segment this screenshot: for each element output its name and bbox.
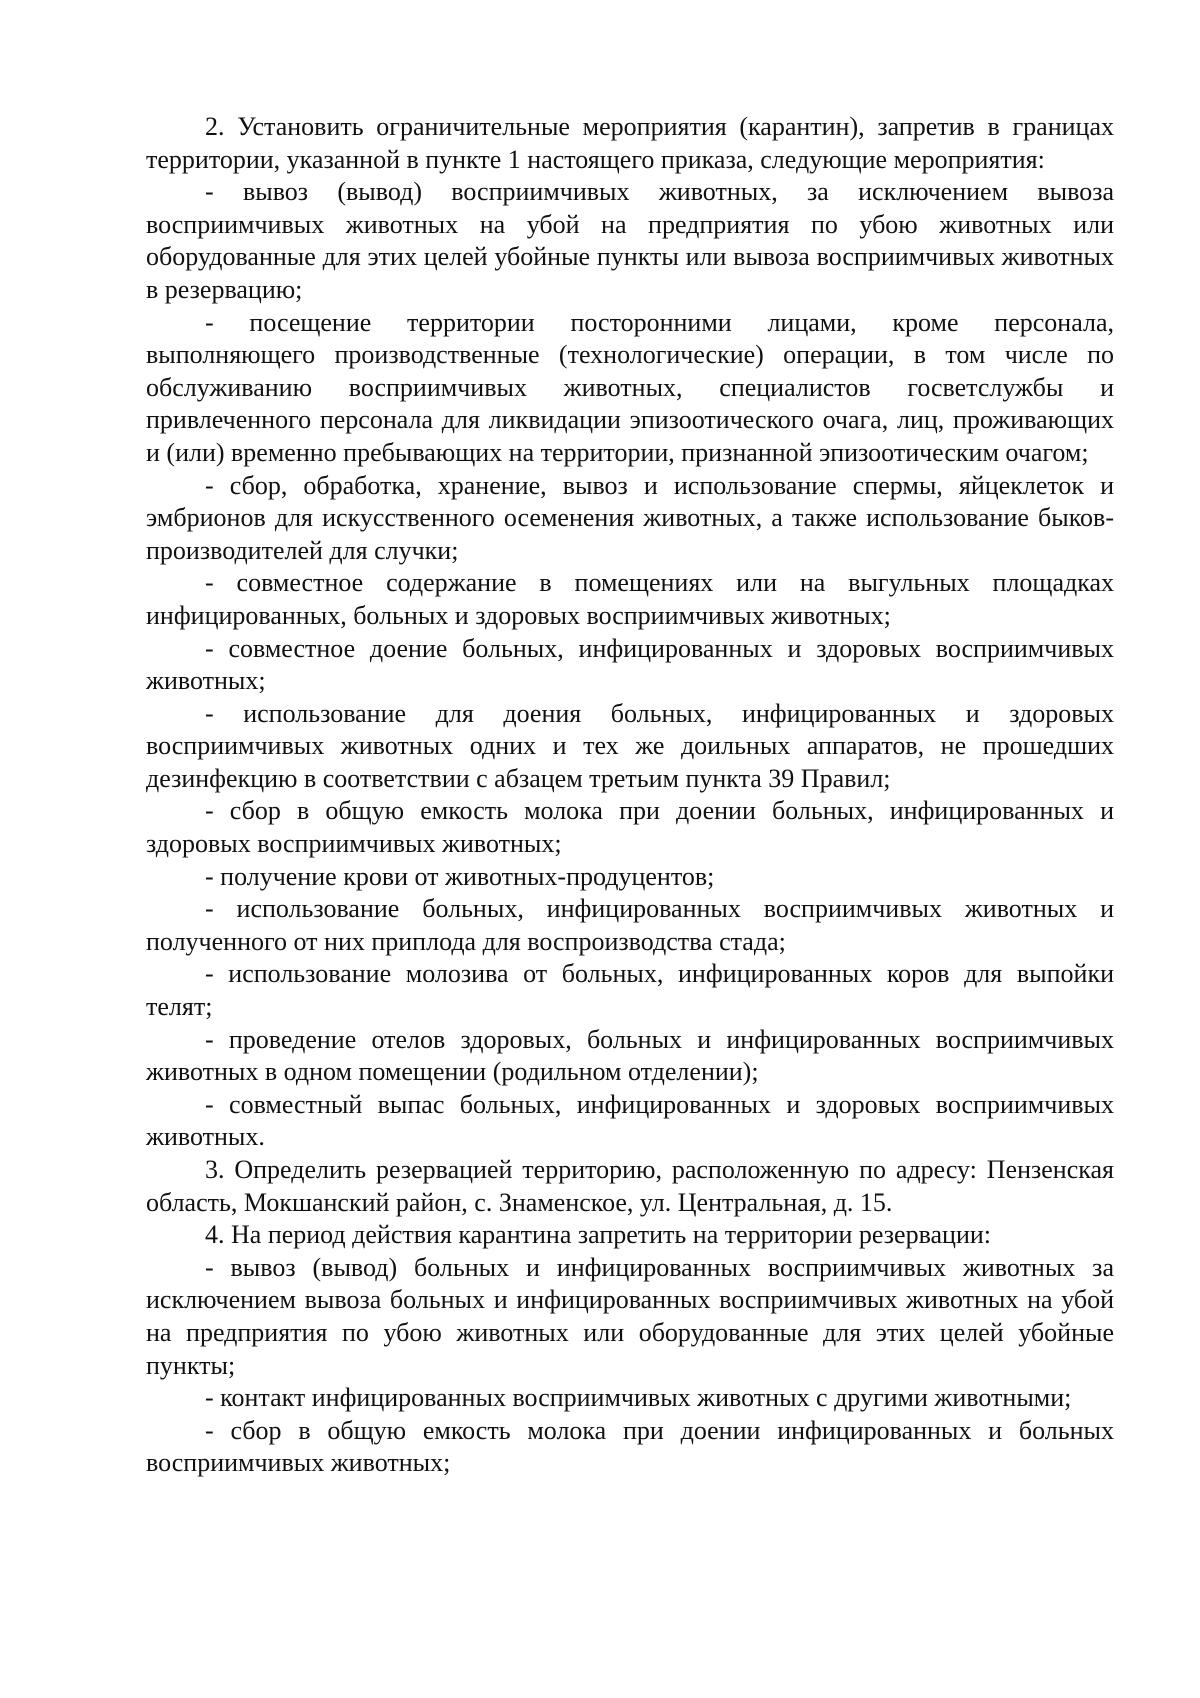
paragraph-calving: - проведение отелов здоровых, больных и инфицированных восприимчивых животных в одном помещении (родильном отделении); [146,1024,1114,1087]
paragraph-joint-milking: - совместное доение больных, инфицированных и здоровых восприимчивых животных; [146,633,1114,696]
document-body [146,111,1114,1480]
paragraph-item-2: 2. Установить ограничительные мероприятия (карантин), запретив в границах территории, указанной в пункте 1 настоящего приказа, следующие мероприятия: [146,112,1114,174]
paragraph-item-3: 3. Определить резервацией территорию, расположенную по адресу: Пензенская область, Мокшанский район, с. Знаменское, ул. Центральная, д. 15. [146,1155,1114,1217]
paragraph-blood-collection: - получение крови от животных-продуцентов; [205,861,715,891]
paragraph-grazing: - совместный выпас больных, инфицированных и здоровых восприимчивых животных. [146,1089,1114,1152]
paragraph-breeding-use: - использование больных, инфицированных восприимчивых животных и полученного от них приплода для воспроизводства стада; [146,894,1114,956]
paragraph-visiting-territory: - посещение территории посторонними лицами, кроме персонала, выполняющего производственные (технологические) операции, в том числе по обслуживанию восприимчивых животных, специалистов госветслужбы и привлеченного персонала для ликвидации эпизоотического очага, лиц, проживающих и (или) временно пребывающих на территории, признанной эпизоотическим очагом; [146,307,1114,467]
paragraph-contact: - контакт инфицированных восприимчивых животных с другими животными; [205,1383,1072,1413]
paragraph-sperm-embryos: - сбор, обработка, хранение, вывоз и использование спермы, яйцеклеток и эмбрионов для искусственного осеменения животных, а также использование быков-производителей для случки; [146,470,1114,565]
paragraph-reservation-milk: - сбор в общую емкость молока при доении инфицированных и больных восприимчивых животных; [146,1415,1114,1478]
paragraph-reservation-export: - вывоз (вывод) больных и инфицированных восприимчивых животных за исключением вывоза больных и инфицированных восприимчивых животных на убой на предприятия по убою животных или оборудованные для этих целей убойные пункты; [146,1252,1114,1380]
paragraph-milking-machines: - использование для доения больных, инфицированных и здоровых восприимчивых животных одних и тех же доильных аппаратов, не прошедших дезинфекцию в соответствии с абзацем третьим пункта 39 Правил; [146,698,1114,793]
paragraph-item-4: 4. На период действия карантина запретить на территории резервации: [205,1220,992,1250]
paragraph-export-animals: - вывоз (вывод) восприимчивых животных, за исключением вывоза восприимчивых животных на убой на предприятия по убою животных или оборудованные для этих целей убойные пункты или вывоза восприимчивых животных в резервацию; [146,177,1114,304]
paragraph-joint-keeping: - совместное содержание в помещениях или на выгульных площадках инфицированных, больных и здоровых восприимчивых животных; [146,568,1114,630]
paragraph-milk-collection: - сбор в общую емкость молока при доении больных, инфицированных и здоровых восприимчивых животных; [146,796,1114,859]
paragraph-colostrum: - использование молозива от больных, инфицированных коров для выпойки телят; [146,959,1114,1022]
